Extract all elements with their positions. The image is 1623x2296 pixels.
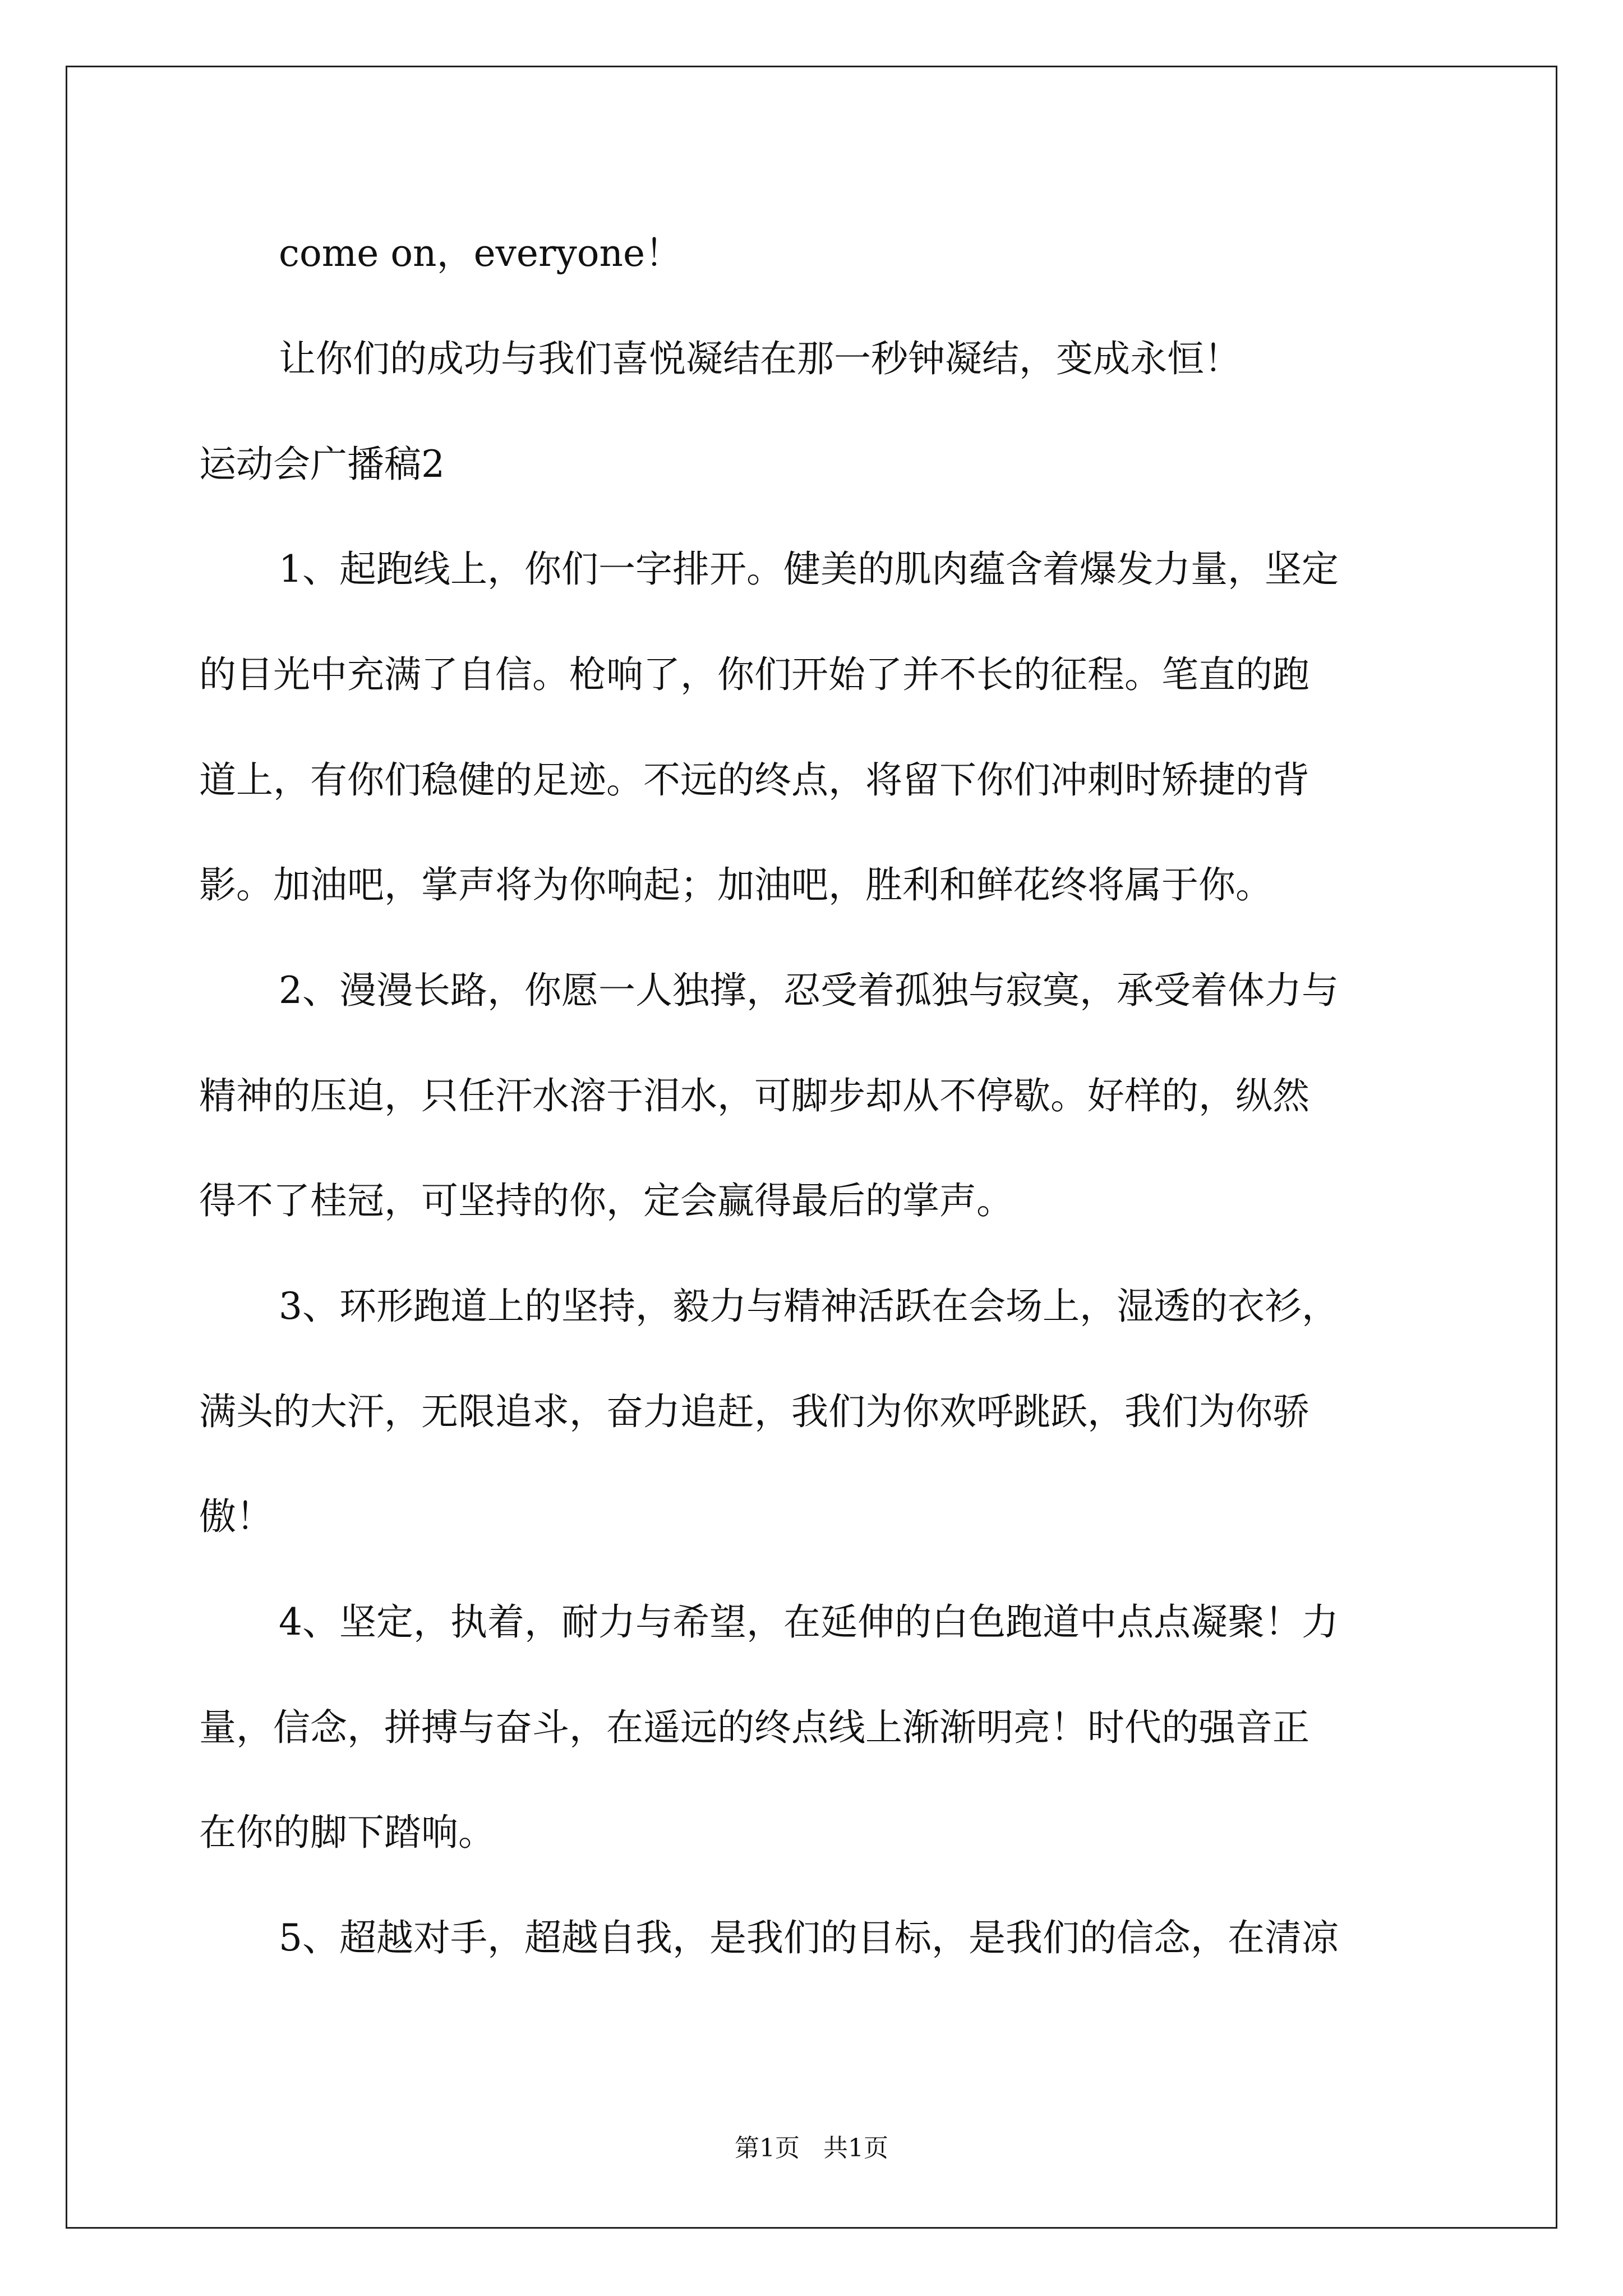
- text-line: 4、坚定，执着，耐力与希望，在延伸的白色跑道中点点凝聚！力: [279, 1600, 1339, 1644]
- text-line: 3、环形跑道上的坚持，毅力与精神活跃在会场上，湿透的衣衫，: [279, 1285, 1339, 1328]
- text-line: 影。加油吧，掌声将为你响起；加油吧，胜利和鲜花终将属于你。: [199, 863, 1272, 907]
- text-line: come on，everyone！: [279, 232, 683, 275]
- text-line: 量，信念，拼搏与奋斗，在遥远的终点线上渐渐明亮！时代的强音正: [199, 1706, 1310, 1749]
- text-line: 精神的压迫，只任汗水溶于泪水，可脚步却从不停歇。好样的，纵然: [199, 1074, 1310, 1117]
- text-line: 让你们的成功与我们喜悦凝结在那一秒钟凝结，变成永恒！: [279, 337, 1241, 380]
- text-line: 傲！: [199, 1495, 273, 1538]
- text-line: 2、漫漫长路，你愿一人独撑，忍受着孤独与寂寞，承受着体力与: [279, 969, 1339, 1012]
- section-heading: 运动会广播稿2: [199, 443, 445, 486]
- text-line: 满头的大汗，无限追求，奋力追赶，我们为你欢呼跳跃，我们为你骄: [199, 1390, 1310, 1433]
- page-footer: 第1页 共1页: [735, 2134, 888, 2162]
- text-line: 的目光中充满了自信。枪响了，你们开始了并不长的征程。笔直的跑: [199, 653, 1310, 696]
- page-border: [66, 66, 1557, 2229]
- text-line: 在你的脚下踏响。: [199, 1811, 495, 1854]
- text-line: 得不了桂冠，可坚持的你，定会赢得最后的掌声。: [199, 1179, 1013, 1222]
- text-line: 1、起跑线上，你们一字排开。健美的肌肉蕴含着爆发力量，坚定: [279, 547, 1339, 591]
- text-line: 道上，有你们稳健的足迹。不远的终点，将留下你们冲刺时矫捷的背: [199, 758, 1310, 802]
- text-line: 5、超越对手，超越自我，是我们的目标，是我们的信念，在清凉: [279, 1916, 1339, 1959]
